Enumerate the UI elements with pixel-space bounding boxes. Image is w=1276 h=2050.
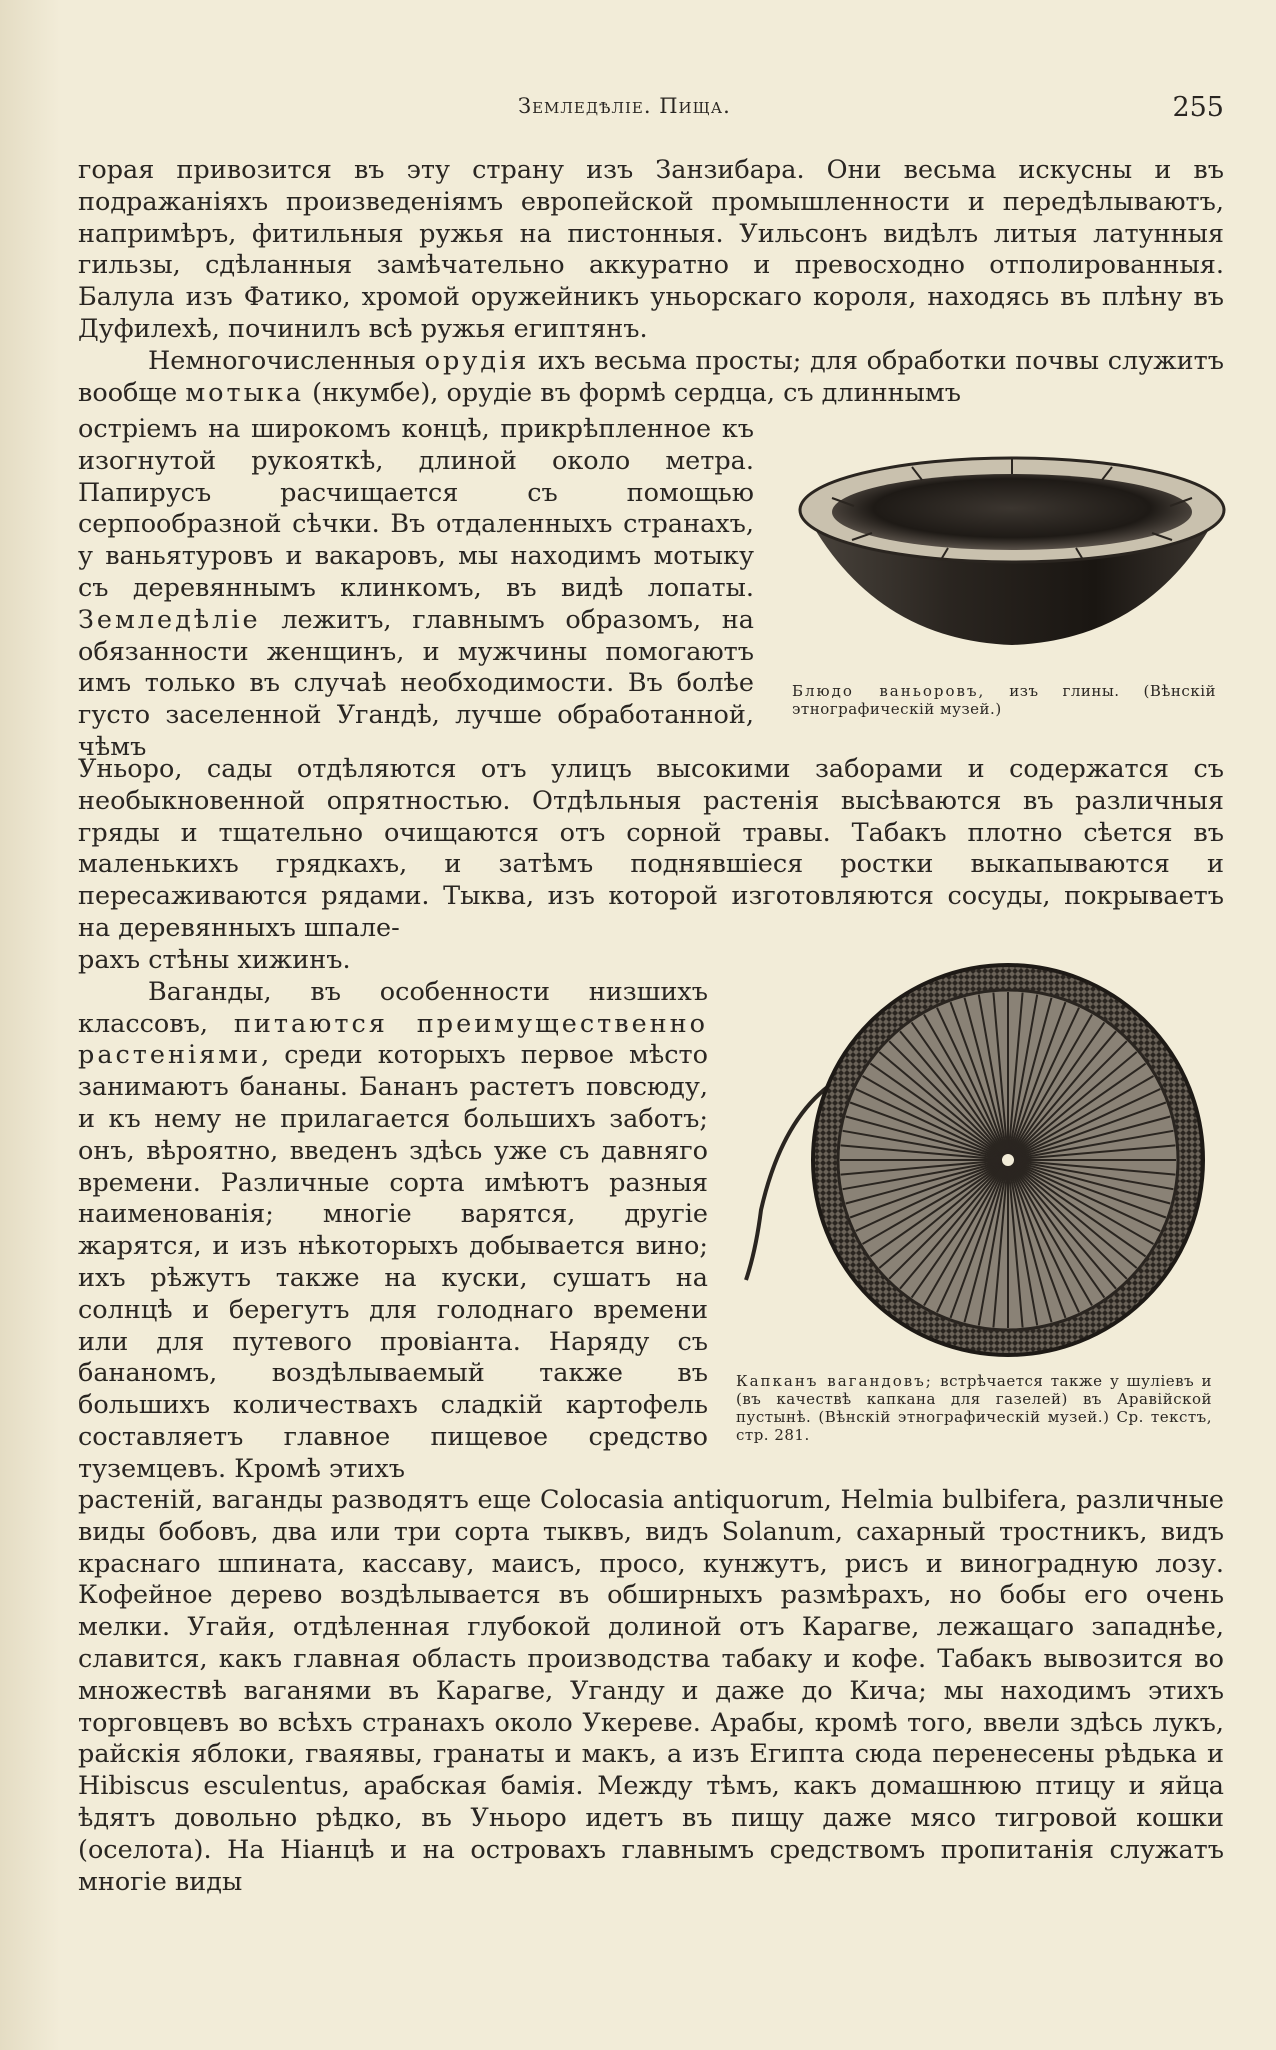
text-run: лежитъ, главнымъ образомъ, на обязанности женщинъ, и мужчины помогаютъ имъ только въ случаѣ необходимости. Въ болѣе густо заселенной Угандѣ, лучше обработанной, чѣмъ — [78, 604, 754, 762]
figure-clay-bowl-caption — [792, 682, 1216, 718]
emphasis-plants: питаются преимущественно растеніями — [78, 1008, 709, 1071]
text-column-2 — [78, 945, 708, 1485]
page-number: 255 — [1172, 92, 1224, 123]
page-shadow — [0, 0, 60, 2050]
running-head: Земледѣліе. Пища. — [518, 94, 731, 118]
paragraph-gardens: Уньоро, сады отдѣляются отъ улицъ высокими заборами и содержатся съ необыкновенной опрятностью. Отдѣльныя растенія высѣваются въ различныя гряды и тщательно очищаются отъ сорной травы. Табакъ плотно сѣется въ маленькихъ грядкахъ, и затѣмъ поднявшіеся ростки выкапываются и пересаживаются рядами. Тыква, изъ которой изготовляются сосуды, покрываетъ на деревянныхъ шпале- — [78, 754, 1224, 943]
caption-title: Блюдо ваньоровъ, — [792, 682, 986, 700]
figure-woven-trap — [736, 950, 1226, 1360]
text-column-1 — [78, 414, 754, 762]
text-run: (нкумбе), орудіе въ формѣ сердца, съ длиннымъ — [304, 377, 961, 408]
text-block-top — [78, 155, 1224, 415]
text-block-bottom — [78, 1485, 1224, 1935]
text-run: Немногочисленныя — [148, 345, 425, 376]
text-run: , среди которыхъ первое мѣсто занимаютъ бананы. Бананъ растетъ повсюду, и къ нему не прилагается большихъ заботъ; онъ, вѣроятно, введенъ здѣсь уже съ давняго времени. Различные сорта имѣютъ разныя наименованія; многіе варятся, другіе жарятся, и изъ нѣкоторыхъ добывается вино; ихъ рѣжутъ также на куски, сушатъ на солнцѣ и берегутъ для голоднаго времени или для путевого провіанта. Наряду съ бананомъ, воздѣлываемый также въ большихъ количествахъ сладкій картофель составляетъ главное пищевое средство туземцевъ. Кромѣ этихъ — [78, 1040, 708, 1484]
caption-text: изъ глины. (Вѣнскій этнографическій музей.) — [792, 682, 1216, 718]
caption-title: Капканъ вагандовъ; — [736, 1372, 933, 1390]
page-header — [78, 94, 1224, 124]
emphasis-agriculture: Земледѣліе — [78, 604, 261, 635]
paragraph-crops: растеній, ваганды разводятъ еще Colocasia antiquorum, Helmia bulbifera, различные виды бобовъ, два или три сорта тыквъ, видъ Solanum, сахарный тростникъ, видъ краснаго шпината, кассаву, маисъ, просо, кунжутъ, рисъ и виноградную лозу. Кофейное дерево воздѣлывается въ обширныхъ размѣрахъ, но бобы его очень мелки. Угайя, отдѣленная глубокой долиной отъ Карагве, лежащаго западнѣе, славится, какъ главная область производства табаку и кофе. Табакъ вывозится во множествѣ ваганями въ Карагве, Уганду и даже до Кича; мы находимъ этихъ торговцевъ во всѣхъ странахъ около Укереве. Арабы, кромѣ того, ввели здѣсь лукъ, райскія яблоки, гваяявы, гранаты и макъ, а изъ Египта сюда перенесены рѣдька и Hibiscus esculentus, арабская бамія. Между тѣмъ, какъ домашнюю птицу и яйца ѣдятъ довольно рѣдко, въ Уньоро идетъ въ пищу даже мясо тигровой кошки (оселота). На Ніанцѣ и на островахъ главнымъ средствомъ пропитанія служатъ многіе виды — [78, 1485, 1224, 1897]
caption-text: встрѣчается также у шуліевъ и (въ качествѣ капкана для газелей) въ Аравійской пустынѣ. (Вѣнскій этнографическій музей.) Ср. текстъ, стр. 281. — [736, 1372, 1213, 1444]
text-block-middle — [78, 754, 1224, 944]
woven-trap-illustration — [736, 950, 1226, 1360]
text-run: ихъ весьма просты; для обработки почвы служитъ вообще — [78, 345, 1224, 408]
emphasis-tools: орудія — [424, 345, 530, 376]
figure-woven-trap-caption — [736, 1372, 1212, 1444]
paragraph-bananas — [78, 977, 708, 1486]
text-run: остріемъ на широкомъ концѣ, прикрѣпленное къ изогнутой рукояткѣ, длиной около метра. Папирусъ расчищается съ помощью серпообразной сѣчки. Въ отдаленныхъ странахъ, у ваньятуровъ и вакаровъ, мы находимъ мотыку съ деревяннымъ клинкомъ, въ видѣ лопаты. — [78, 414, 754, 603]
emphasis-hoe: мотыка — [185, 377, 305, 408]
text-run: Ваганды, въ особенности низшихъ классовъ, — [78, 976, 708, 1039]
paragraph-agriculture — [78, 414, 754, 764]
paragraph-weapons: горая привозится въ эту страну изъ Занзибара. Они весьма искусны и въ подражаніяхъ произведеніямъ европейской промышленности и передѣлываютъ, напримѣръ, фитильныя ружья на пистонныя. Уильсонъ видѣлъ литыя латунныя гильзы, сдѣланныя замѣчательно аккуратно и превосходно отполированныя. Балула изъ Фатико, хромой оружейникъ уньорскаго короля, находясь въ плѣну въ Дуфилехѣ, починилъ всѣ ружья египтянъ. — [78, 155, 1224, 344]
paragraph-tools — [78, 346, 1224, 410]
figure-clay-bowl — [792, 440, 1232, 665]
clay-bowl-illustration — [792, 440, 1232, 665]
paragraph-walls: рахъ стѣны хижинъ. — [78, 945, 351, 975]
